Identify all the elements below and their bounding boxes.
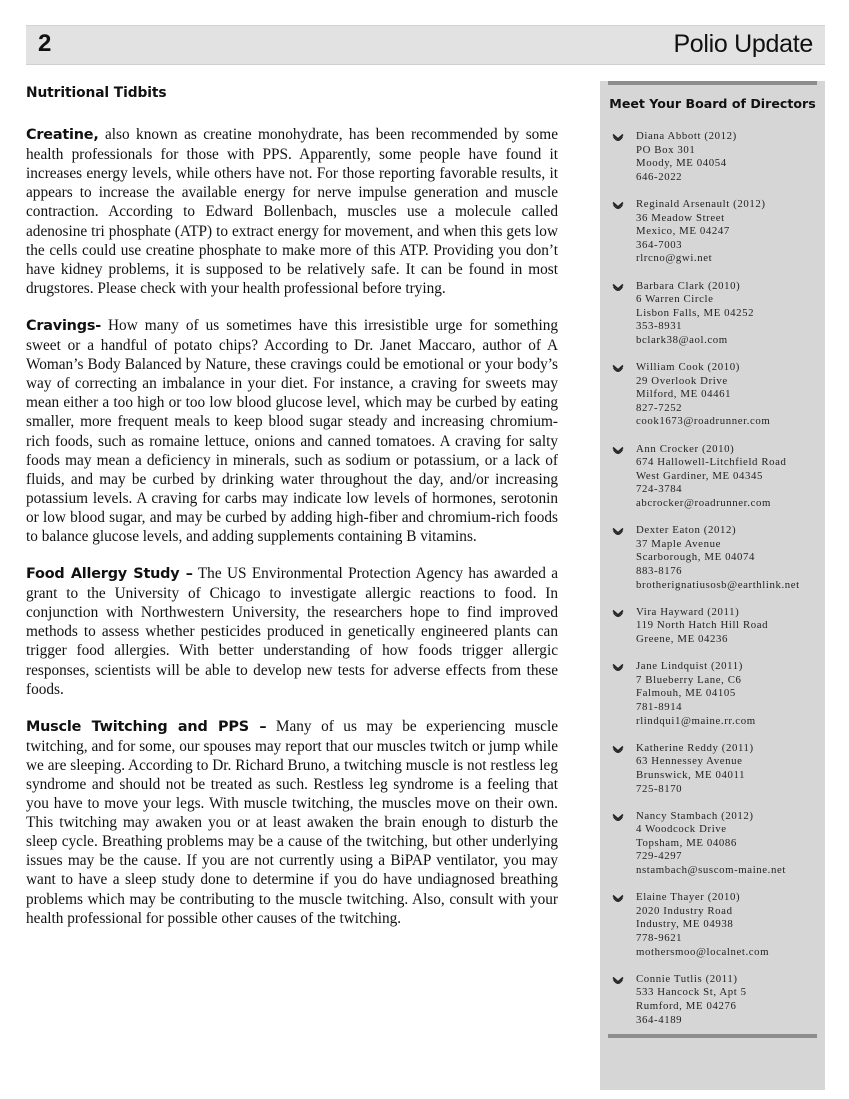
- director-detail: 119 North Hatch Hill Road: [636, 619, 769, 632]
- sidebar-bottom-rule: [608, 1034, 817, 1038]
- director-detail: West Gardiner, ME 04345: [636, 469, 764, 482]
- envelope-icon: [612, 201, 624, 211]
- director-name: Barbara Clark (2010): [636, 279, 741, 292]
- sidebar-top-rule: [608, 81, 817, 85]
- director-detail: 353-8931: [636, 320, 683, 333]
- director-entry: [610, 198, 822, 266]
- director-detail: 725-8170: [636, 782, 683, 795]
- envelope-icon: [612, 283, 624, 293]
- director-detail: 2020 Industry Road: [636, 904, 733, 917]
- director-detail: rlrcno@gwi.net: [636, 252, 713, 265]
- director-detail: 36 Meadow Street: [636, 211, 725, 224]
- director-detail: 646-2022: [636, 170, 683, 183]
- publication-title: Polio Update: [673, 30, 813, 58]
- director-name: Jane Lindquist (2011): [636, 660, 743, 673]
- envelope-icon: [612, 609, 624, 619]
- director-entry: [610, 361, 822, 429]
- director-name: Connie Tutlis (2011): [636, 972, 738, 985]
- director-detail: Lisbon Falls, ME 04252: [636, 306, 755, 319]
- director-entry: [610, 660, 822, 728]
- director-detail: 724-3784: [636, 483, 683, 496]
- director-detail: 7 Blueberry Lane, C6: [636, 673, 742, 686]
- director-detail: Mexico, ME 04247: [636, 225, 730, 238]
- article-body: also known as creatine monohydrate, has been recommended by some health professionals for those with PPS. Apparently, some people have found it increases energy levels, while others have not. For those reporting favorable results, it appears to increase the available energy for nerve impulse generation and muscle contraction. According to Edward Bollenbach, muscles use a molecule called adenosine tri phosphate (ATP) to extract energy for movement, and when this gets low the cells could use creatine phosphate to make more of this ATP. Providing you don’t have kidney problems, it is supposed to be relatively safe. It can be found in most drugstores. Please check with your health professional before trying.: [26, 126, 558, 297]
- sidebar-title: Meet Your Board of Directors: [609, 96, 816, 111]
- director-detail: 883-8176: [636, 565, 683, 577]
- director-name: Ann Crocker (2010): [636, 442, 735, 455]
- director-name: William Cook (2010): [636, 361, 740, 374]
- page-header: [26, 25, 825, 65]
- director-entry: [610, 130, 822, 184]
- director-entry: [610, 524, 822, 592]
- director-detail: 29 Overlook Drive: [636, 374, 728, 387]
- article-body: The US Environmental Protection Agency has awarded a grant to the University of Chicago to investigate allergic reactions to food. In conjunction with Northwestern University, the researchers hope to find improved methods to assess whether pesticides produced in genetically engineered plants can trigger food allergies. With better understanding of how foods trigger allergic responses, scientists will be able to develop new tests for adverse effects from these foods.: [26, 565, 558, 698]
- director-detail: 4 Woodcock Drive: [636, 823, 727, 836]
- director-detail: 778-9621: [636, 932, 683, 945]
- article-body: Many of us may be experiencing muscle twitching, and for some, our spouses may report that our muscles twitch or jump while we are sleeping. According to Dr. Richard Bruno, a twitching muscle is not restless leg syndrome and should not be treated as such. Restless leg syndrome is a feeling that you have to move your legs. With muscle twitching, the muscles move on their own. This twitching may awaken you or at least awaken the brain enough to disturb the sleep cycle. Breathing problems may be a cause of the twitching, but other underlying issues may be the cause. If you are not currently using a BiPAP ventilator, you may want to have a sleep study done to determine if you do have undiagnosed breathing problems which may be contributing to the muscle twitching. Also, consult with your health professional for possible other causes of the twitching.: [26, 717, 558, 927]
- director-detail: brotherignatiusosb@earthlink.net: [636, 578, 800, 591]
- board-of-directors-sidebar: [600, 81, 825, 1090]
- envelope-icon: [612, 133, 624, 143]
- director-detail: Falmouh, ME 04105: [636, 687, 736, 700]
- article-muscle-twitching: [26, 717, 558, 928]
- director-detail: Scarborough, ME 04074: [636, 551, 756, 564]
- director-detail: Moody, ME 04054: [636, 157, 727, 170]
- director-detail: 781-8914: [636, 700, 683, 713]
- director-name: Dexter Eaton (2012): [636, 524, 737, 537]
- envelope-icon: [612, 446, 624, 456]
- director-detail: 37 Maple Avenue: [636, 537, 721, 550]
- director-detail: Milford, ME 04461: [636, 388, 732, 401]
- main-column: [26, 84, 558, 946]
- director-detail: Greene, ME 04236: [636, 632, 729, 645]
- director-detail: abcrocker@roadrunner.com: [636, 497, 771, 510]
- article-food-allergy-study: [26, 564, 558, 699]
- director-entry: [610, 443, 822, 511]
- article-creatine: [26, 125, 558, 298]
- director-detail: 364-4189: [636, 1013, 683, 1026]
- director-name: Reginald Arsenault (2012): [636, 197, 766, 210]
- director-name: Vira Hayward (2011): [636, 605, 740, 618]
- envelope-icon: [612, 663, 624, 673]
- director-name: Nancy Stambach (2012): [636, 809, 754, 822]
- director-detail: 533 Hancock St, Apt 5: [636, 986, 747, 999]
- director-entry: [610, 973, 822, 1027]
- director-name: Elaine Thayer (2010): [636, 891, 741, 904]
- article-lead: Creatine,: [26, 127, 99, 144]
- director-detail: 6 Warren Circle: [636, 293, 714, 306]
- director-detail: 674 Hallowell-Litchfield Road: [636, 456, 787, 469]
- director-entry: [610, 280, 822, 348]
- director-entry: [610, 606, 822, 647]
- envelope-icon: [612, 976, 624, 986]
- page-number: 2: [38, 30, 52, 57]
- envelope-icon: [612, 364, 624, 374]
- director-detail: 729-4297: [636, 850, 683, 863]
- article-cravings: [26, 316, 558, 546]
- director-detail: Topsham, ME 04086: [636, 836, 737, 849]
- director-detail: 364-7003: [636, 238, 683, 251]
- article-lead: Food Allergy Study –: [26, 566, 193, 583]
- article-lead: Cravings-: [26, 317, 101, 334]
- section-heading: Nutritional Tidbits: [26, 85, 167, 101]
- article-body: How many of us sometimes have this irresistible urge for something sweet or a handful of potato chips? According to Dr. Janet Maccaro, author of A Woman’s Body Balanced by Nature, these cravings could be emotional or your body’s way of correcting an imbalance in your diet. For instance, a craving for sweets may mean either a too high or too low blood glucose level, which may be curbed by eating smaller, more frequent meals to keep blood sugar steady and increasing chromium-rich foods, such as romaine lettuce, onions and canned tomatoes. A craving for salty foods may mean a deficiency in minerals, such as sodium or potassium, or a lack of fluids, and may be curbed by drinking water throughout the day, and/or increasing potassium levels. A craving for carbs may indicate low levels of hormones, serotonin or low blood sugar, and may be curbed by adding high-fiber and chromium-rich foods to balance glucose levels, and adding supplements containing B vitamins.: [26, 316, 558, 545]
- director-name: Diana Abbott (2012): [636, 130, 737, 142]
- director-detail: Industry, ME 04938: [636, 918, 734, 931]
- envelope-icon: [612, 813, 624, 823]
- director-entry: [610, 810, 822, 878]
- director-detail: PO Box 301: [636, 143, 696, 156]
- directors-list: [610, 130, 822, 1041]
- director-detail: bclark38@aol.com: [636, 333, 728, 346]
- director-detail: 827-7252: [636, 401, 683, 414]
- envelope-icon: [612, 745, 624, 755]
- director-entry: [610, 891, 822, 959]
- director-name: Katherine Reddy (2011): [636, 741, 754, 754]
- envelope-icon: [612, 894, 624, 904]
- director-detail: rlindqui1@maine.rr.com: [636, 714, 756, 727]
- article-lead: Muscle Twitching and PPS –: [26, 718, 267, 735]
- director-entry: [610, 742, 822, 796]
- envelope-icon: [612, 527, 624, 537]
- director-detail: nstambach@suscom-maine.net: [636, 864, 786, 877]
- director-detail: cook1673@roadrunner.com: [636, 415, 771, 428]
- director-detail: Brunswick, ME 04011: [636, 768, 746, 781]
- director-detail: mothersmoo@localnet.com: [636, 945, 770, 958]
- director-detail: 63 Hennessey Avenue: [636, 755, 743, 768]
- director-detail: Rumford, ME 04276: [636, 1000, 737, 1012]
